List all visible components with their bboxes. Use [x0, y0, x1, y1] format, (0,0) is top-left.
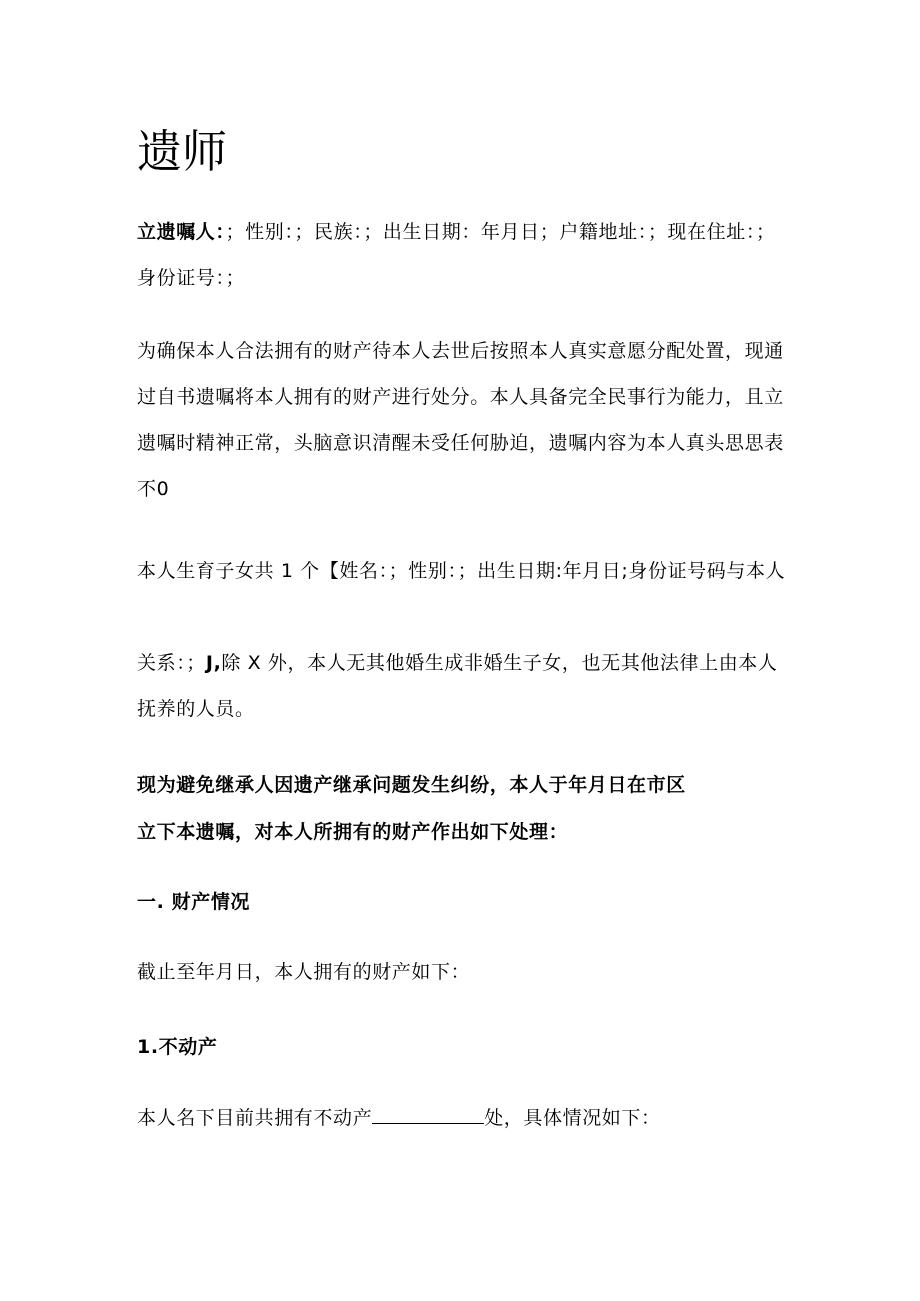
subsection1-heading: 1.不动产 — [137, 1036, 218, 1058]
document-title: 遗师 — [137, 125, 228, 178]
exclusion-text: 除 X 外，本人无其他婚生成非婚生子女，也无其他法律上由本人抚养的人员。 — [137, 652, 778, 720]
relation-mark: J, — [205, 652, 222, 674]
real-estate-paragraph — [137, 1095, 792, 1141]
children-exclusion-paragraph — [137, 640, 792, 732]
purpose-paragraph: 现为避免继承人因遗产继承问题发生纠纷，本人于年月日在市区立下本遗嘱，对本人所拥有的财产作出如下处理： — [137, 774, 686, 843]
testator-label: 立遗嘱人： — [137, 221, 226, 243]
section1-heading: 一. 财产情况 — [137, 891, 251, 913]
testator-info — [137, 209, 792, 301]
children-paragraph: 本人生育子女共 1 个【姓名：；性别：；出生日期:年月日;身份证号码与本人 — [137, 560, 786, 582]
real-estate-pre: 本人名下目前共拥有不动产 — [137, 1107, 373, 1129]
as-of-paragraph: 截止至年月日，本人拥有的财产如下： — [137, 961, 471, 983]
intro-paragraph: 为确保本人合法拥有的财产待本人去世后按照本人真实意愿分配处置，现通过自书遗嘱将本人拥有的财产进行处分。本人具备完全民事行为能力，且立遗嘱时精神正常，头脑意识清醒未受任何胁迫，遗嘱内容为本人真头思思表不0 — [137, 340, 784, 500]
relation-label: 关系：； — [137, 652, 206, 674]
real-estate-post: 处，具体情况如下： — [484, 1107, 661, 1129]
document-page — [137, 0, 792, 1301]
real-estate-count-blank — [372, 1109, 484, 1124]
testator-fields: ；性别：；民族：；出生日期：年月日；户籍地址：；现在住址：；身份证号：； — [137, 221, 776, 289]
